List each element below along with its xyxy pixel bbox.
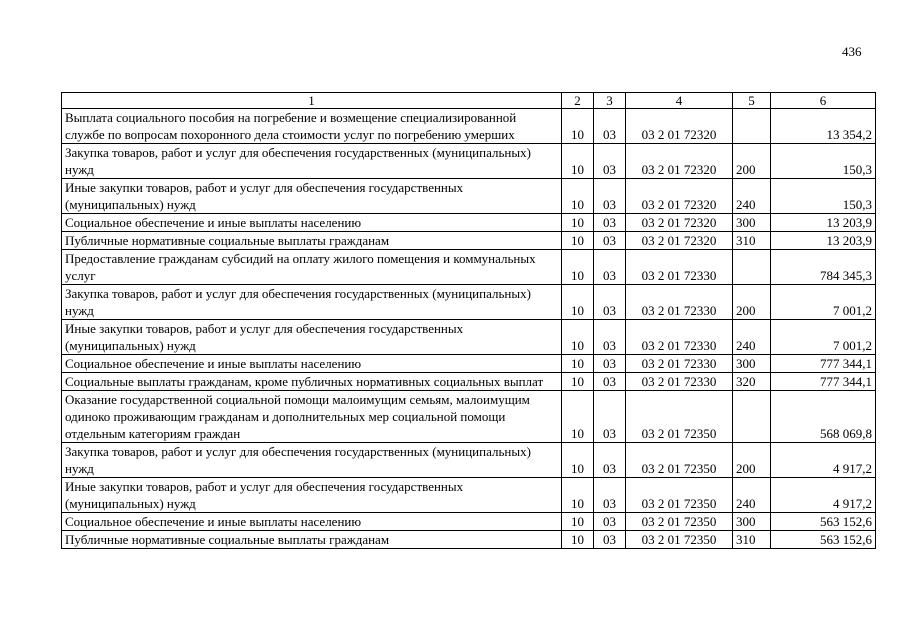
row-section: 10 [562,443,594,478]
row-subsection: 03 [594,144,626,179]
row-amount: 777 344,1 [771,373,876,391]
row-name: Публичные нормативные социальные выплаты гражданам [62,531,562,549]
row-subsection: 03 [594,373,626,391]
table-body [62,109,876,549]
table-row [62,232,876,250]
column-header: 5 [733,93,771,109]
row-target-article: 03 2 01 72320 [626,109,733,144]
header-row [62,93,876,109]
row-amount: 13 354,2 [771,109,876,144]
row-expense-type: 310 [733,232,771,250]
row-name: Социальное обеспечение и иные выплаты населению [62,513,562,531]
row-name: Социальные выплаты гражданам, кроме публичных нормативных социальных выплат [62,373,562,391]
row-subsection: 03 [594,214,626,232]
row-subsection: 03 [594,531,626,549]
row-amount: 7 001,2 [771,320,876,355]
row-amount: 13 203,9 [771,214,876,232]
row-amount: 777 344,1 [771,355,876,373]
row-expense-type: 240 [733,320,771,355]
row-section: 10 [562,179,594,214]
row-amount: 784 345,3 [771,250,876,285]
row-amount: 563 152,6 [771,513,876,531]
row-target-article: 03 2 01 72320 [626,144,733,179]
row-name: Закупка товаров, работ и услуг для обеспечения государственных (муниципальных) нужд [62,285,562,320]
row-expense-type: 300 [733,513,771,531]
row-section: 10 [562,478,594,513]
row-section: 10 [562,531,594,549]
table-row [62,109,876,144]
table-row [62,391,876,443]
row-section: 10 [562,232,594,250]
row-target-article: 03 2 01 72320 [626,214,733,232]
row-section: 10 [562,320,594,355]
row-amount: 150,3 [771,144,876,179]
row-subsection: 03 [594,232,626,250]
table-row [62,285,876,320]
table-row [62,179,876,214]
row-name: Социальное обеспечение и иные выплаты населению [62,355,562,373]
row-target-article: 03 2 01 72350 [626,478,733,513]
row-section: 10 [562,250,594,285]
row-section: 10 [562,214,594,232]
table-row [62,320,876,355]
row-name: Закупка товаров, работ и услуг для обеспечения государственных (муниципальных) нужд [62,144,562,179]
row-target-article: 03 2 01 72330 [626,373,733,391]
row-name: Иные закупки товаров, работ и услуг для обеспечения государственных (муниципальных) нужд [62,179,562,214]
row-subsection: 03 [594,320,626,355]
row-expense-type: 200 [733,285,771,320]
table-row [62,250,876,285]
row-name: Предоставление гражданам субсидий на оплату жилого помещения и коммунальных услуг [62,250,562,285]
row-section: 10 [562,144,594,179]
row-target-article: 03 2 01 72320 [626,179,733,214]
row-name: Социальное обеспечение и иные выплаты населению [62,214,562,232]
row-target-article: 03 2 01 72320 [626,232,733,250]
row-subsection: 03 [594,391,626,443]
column-header: 1 [62,93,562,109]
row-amount: 4 917,2 [771,478,876,513]
row-name: Оказание государственной социальной помощи малоимущим семьям, малоимущим одиноко проживающим гражданам и дополнительных мер социальной помощи отдельным категориям граждан [62,391,562,443]
row-section: 10 [562,109,594,144]
row-subsection: 03 [594,478,626,513]
row-name: Закупка товаров, работ и услуг для обеспечения государственных (муниципальных) нужд [62,443,562,478]
row-expense-type [733,250,771,285]
row-target-article: 03 2 01 72350 [626,531,733,549]
page-number: 436 [842,44,862,59]
row-subsection: 03 [594,443,626,478]
row-subsection: 03 [594,109,626,144]
table-row [62,443,876,478]
row-subsection: 03 [594,250,626,285]
row-expense-type [733,391,771,443]
row-section: 10 [562,355,594,373]
row-section: 10 [562,373,594,391]
row-expense-type: 200 [733,144,771,179]
table-row [62,144,876,179]
row-name: Иные закупки товаров, работ и услуг для обеспечения государственных (муниципальных) нужд [62,478,562,513]
row-expense-type [733,109,771,144]
table-row [62,478,876,513]
row-subsection: 03 [594,355,626,373]
column-header: 2 [562,93,594,109]
row-section: 10 [562,391,594,443]
row-target-article: 03 2 01 72350 [626,513,733,531]
table-row [62,531,876,549]
row-name: Публичные нормативные социальные выплаты гражданам [62,232,562,250]
row-expense-type: 320 [733,373,771,391]
row-section: 10 [562,513,594,531]
table-row [62,355,876,373]
row-section: 10 [562,285,594,320]
row-subsection: 03 [594,179,626,214]
table-row [62,513,876,531]
budget-table [61,92,876,549]
row-target-article: 03 2 01 72330 [626,285,733,320]
row-amount: 150,3 [771,179,876,214]
row-target-article: 03 2 01 72350 [626,443,733,478]
row-expense-type: 310 [733,531,771,549]
row-target-article: 03 2 01 72330 [626,250,733,285]
row-subsection: 03 [594,285,626,320]
table-row [62,373,876,391]
row-target-article: 03 2 01 72330 [626,320,733,355]
row-expense-type: 300 [733,214,771,232]
column-header: 3 [594,93,626,109]
row-amount: 563 152,6 [771,531,876,549]
table-header [62,93,876,109]
row-amount: 13 203,9 [771,232,876,250]
row-expense-type: 300 [733,355,771,373]
row-name: Выплата социального пособия на погребение и возмещение специализированной службе по вопросам похоронного дела стоимости услуг по погребению умерших [62,109,562,144]
row-expense-type: 200 [733,443,771,478]
row-amount: 4 917,2 [771,443,876,478]
row-subsection: 03 [594,513,626,531]
table-row [62,214,876,232]
row-amount: 7 001,2 [771,285,876,320]
row-target-article: 03 2 01 72350 [626,391,733,443]
row-target-article: 03 2 01 72330 [626,355,733,373]
row-name: Иные закупки товаров, работ и услуг для обеспечения государственных (муниципальных) нужд [62,320,562,355]
row-amount: 568 069,8 [771,391,876,443]
row-expense-type: 240 [733,179,771,214]
column-header: 6 [771,93,876,109]
column-header: 4 [626,93,733,109]
row-expense-type: 240 [733,478,771,513]
